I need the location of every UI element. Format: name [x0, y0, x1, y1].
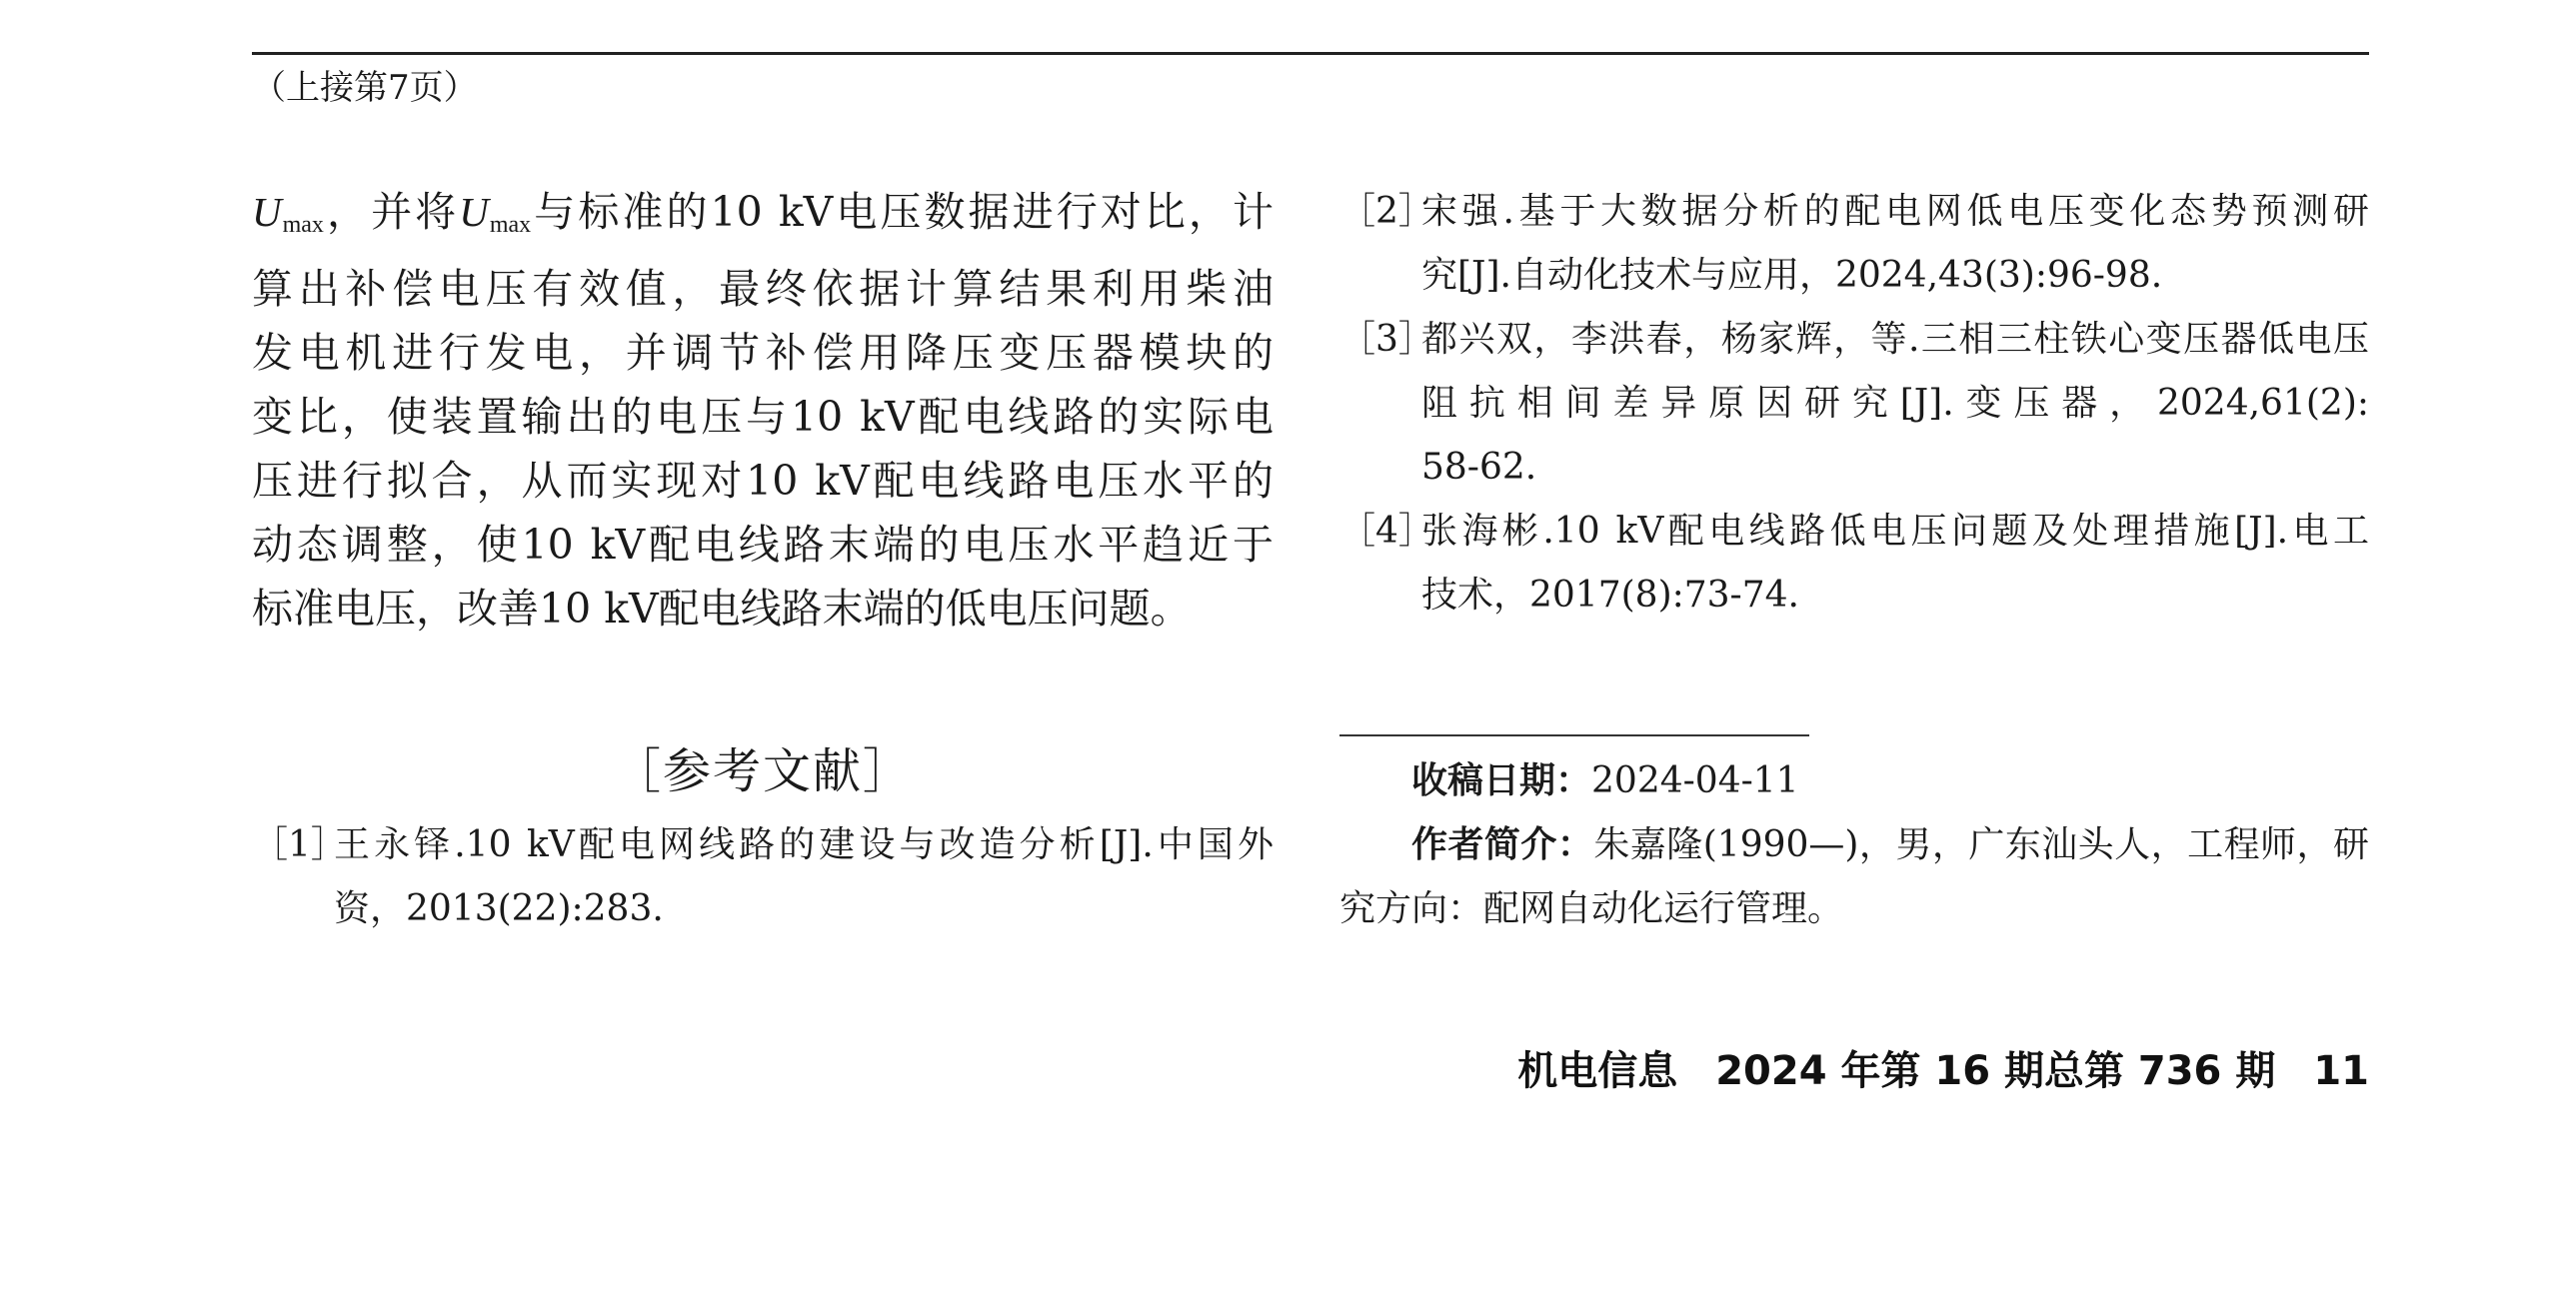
reference-line: 阻抗相间差异原因研究[J].变压器，2024,61(2): [1421, 383, 2369, 424]
reference-list-right [1339, 180, 2369, 628]
author-bio [1339, 813, 2369, 877]
body-line-text: ，并将 [323, 188, 460, 236]
reference-item [1339, 308, 2369, 500]
reference-item [1339, 180, 2369, 308]
umax-symbol: $U_{max}$ [252, 189, 324, 238]
reference-line: 究[J].自动化技术与应用，2024,43(3):96-98. [1421, 255, 2163, 296]
reference-line: 技术，2017(8):73-74. [1421, 575, 1799, 616]
body-line-text: 与标准的10 kV电压数据进行对比，计 [531, 188, 1275, 236]
reference-line: 都兴双，李洪春，杨家辉，等.三相三柱铁心变压器低电压 [1421, 319, 2369, 360]
references-heading: ［参考文献］ [612, 743, 913, 799]
received-date [1339, 749, 2369, 813]
received-date-label: 收稿日期： [1411, 760, 1592, 801]
body-paragraph [252, 180, 1274, 641]
body-line [252, 180, 1274, 257]
reference-number: ［1］ [252, 824, 347, 865]
reference-line: 资，2013(22):283. [334, 888, 664, 929]
reference-line: 58-62. [1421, 447, 1537, 488]
reference-number: ［3］ [1339, 319, 1434, 360]
issue-info: 2024 年第 16 期总第 736 期 [1715, 1048, 2276, 1094]
reference-item [252, 813, 1274, 941]
footnote-rule [1339, 734, 1809, 736]
page-footer [1517, 1039, 2369, 1103]
reference-item [1339, 500, 2369, 628]
author-bio-text: 朱嘉隆(1990—)，男，广东汕头人，工程师，研 [1593, 824, 2369, 865]
author-bio-label: 作者简介： [1411, 824, 1594, 865]
top-rule [252, 52, 2369, 55]
journal-name: 机电信息 [1517, 1048, 1678, 1094]
reference-list-left [252, 813, 1274, 941]
reference-number: ［4］ [1339, 511, 1434, 552]
body-line: 发电机进行发电，并调节补偿用降压变压器模块的 [252, 329, 1274, 377]
received-date-value: 2024-04-11 [1591, 760, 1799, 801]
body-line: 标准电压，改善10 kV配电线路末端的低电压问题。 [252, 585, 1192, 633]
body-line: 动态调整，使10 kV配电线路末端的电压水平趋近于 [252, 521, 1274, 569]
umax-symbol: $U_{max}$ [459, 189, 532, 238]
body-line: 变比，使装置输出的电压与10 kV配电线路的实际电 [252, 393, 1274, 441]
article-notes [1339, 749, 2369, 941]
reference-line: 王永铎.10 kV配电网线路的建设与改造分析[J].中国外 [334, 824, 1274, 865]
page-number: 11 [2313, 1048, 2369, 1094]
reference-line: 张海彬.10 kV配电线路低电压问题及处理措施[J].电工 [1421, 511, 2369, 552]
author-bio-continued: 究方向：配网自动化运行管理。 [1339, 888, 1844, 929]
reference-number: ［2］ [1339, 191, 1434, 232]
body-line: 算出补偿电压有效值，最终依据计算结果利用柴油 [252, 265, 1274, 313]
continued-from-note: （上接第7页） [252, 68, 478, 108]
body-line: 压进行拟合，从而实现对10 kV配电线路电压水平的 [252, 457, 1274, 505]
reference-line: 宋强.基于大数据分析的配电网低电压变化态势预测研 [1421, 191, 2369, 232]
